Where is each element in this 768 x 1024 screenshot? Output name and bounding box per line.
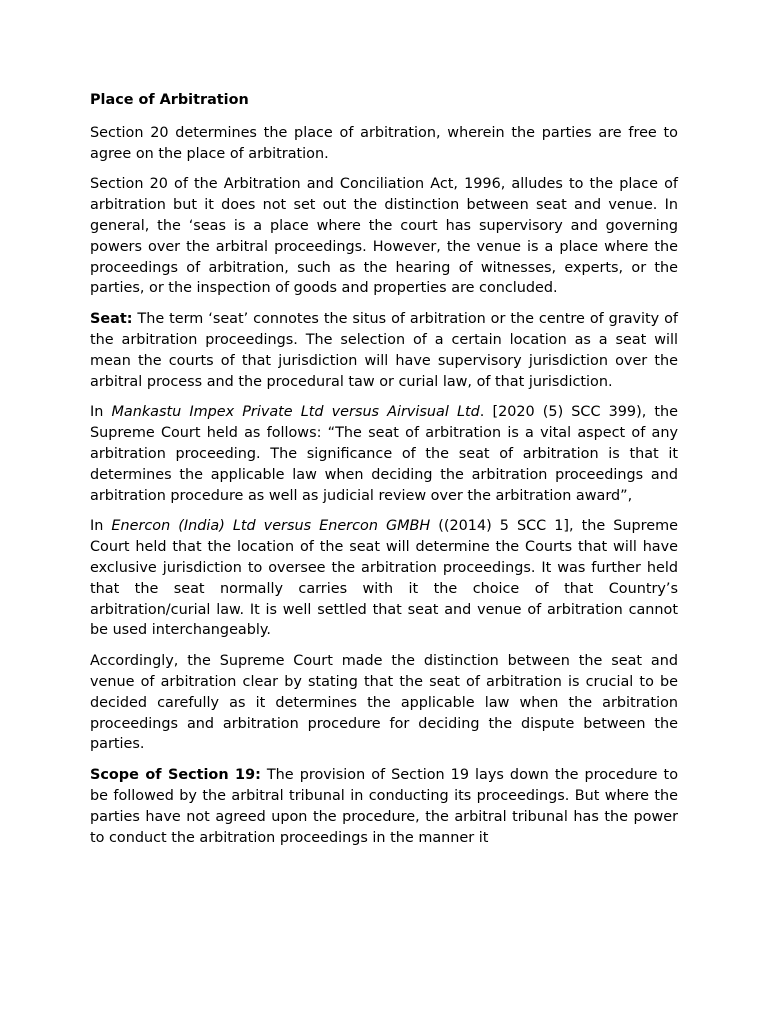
paragraph-seat-definition [90, 309, 678, 392]
paragraph-seat-venue-distinction: Section 20 of the Arbitration and Conciliation Act, 1996, alludes to the place of arbitration but it does not set out the distinction between seat and venue. In general, the ‘seas is a place where the court has supervisory and governing powers over the arbitral proceedings. However, the venue is a place where the proceedings of arbitration, such as the hearing of witnesses, experts, or the parties, or the inspection of goods and properties are concluded. [90, 176, 678, 297]
scope-label: Scope of Section 19: [90, 767, 261, 784]
mankastu-text: . [2020 (5) SCC 399), the Supreme Court held as follows: “The seat of arbitration is a vital aspect of any arbitration proceeding. The significance of the seat of arbitration is that it determines the applicable law when deciding the arbitration proceedings and arbitration procedure as well as judicial review over the arbitration award”, [90, 404, 679, 504]
mankastu-case-name: Mankastu Impex Private Ltd versus Airvisual Ltd [111, 404, 480, 421]
paragraph-section-20-intro: Section 20 determines the place of arbitration, wherein the parties are free to agree on the place of arbitration. [90, 124, 678, 162]
seat-label: Seat: [90, 311, 133, 328]
scope-text: The provision of Section 19 lays down the procedure to be followed by the arbitral tribunal in conducting its proceedings. But where the parties have not agreed upon the procedure, the arbitral tribunal has the power to conduct the arbitration proceedings in the manner it [90, 767, 678, 846]
seat-definition-text: The term ‘seat’ connotes the situs of arbitration or the centre of gravity of the arbitration proceedings. The selection of a certain location as a seat will mean the courts of that jurisdiction will have supervisory jurisdiction over the arbitral process and the procedural taw or curial law, of that jurisdiction. [90, 311, 678, 390]
paragraph-mankastu-case [90, 402, 678, 506]
document-page [90, 90, 678, 858]
paragraph-enercon-case [90, 516, 678, 641]
section-heading: Place of Arbitration [90, 92, 249, 108]
enercon-case-name: Enercon (India) Ltd versus Enercon GMBH [111, 518, 431, 535]
enercon-lead: In [90, 518, 112, 535]
enercon-text: ((2014) 5 SCC 1], the Supreme Court held that the location of the seat will determine the Courts that will have exclusive jurisdiction to oversee the arbitration proceedings. It was further held that the seat normally carries with it the choice of that Country’s arbitration/curial law. It is well settled that seat and venue of arbitration cannot be used interchangeably. [90, 518, 678, 639]
paragraph-supreme-court-distinction: Accordingly, the Supreme Court made the distinction between the seat and venue of arbitration clear by stating that the seat of arbitration is crucial to be decided carefully as it determines the applicable law when the arbitration proceedings and arbitration procedure for deciding the dispute between the parties. [90, 653, 678, 753]
paragraph-scope-section-19 [90, 765, 678, 848]
mankastu-lead: In [90, 404, 112, 421]
